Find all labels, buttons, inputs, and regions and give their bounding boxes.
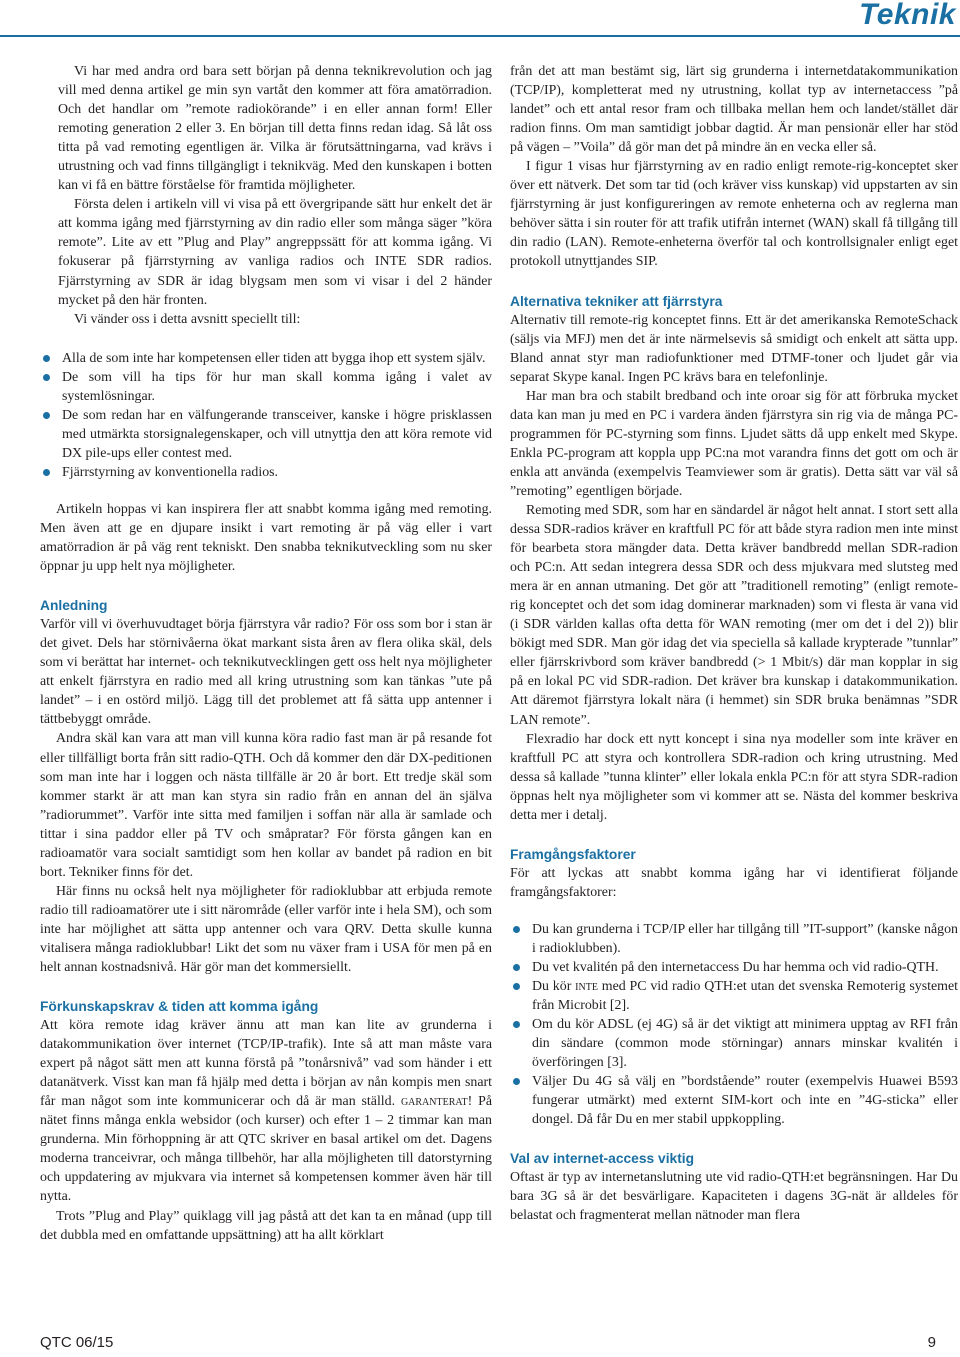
list-item: Fjärrstyrning av konventionella radios.: [40, 463, 492, 482]
list-item: De som redan har en välfungerande transceiver, kanske i högre prisklassen med utmärkta storsignalegenskaper, och vill utnyttja den att köra remote vid DX pile-ups eller contest med.: [40, 406, 492, 463]
body-paragraph: Trots ”Plug and Play” quiklagg vill jag påstå att det kan ta en månad (upp till det dubbla med en omfattande uppsättning) att ha allt körklart: [40, 1208, 492, 1243]
intro-paragraph: Första delen i artikeln vill vi visa på ett övergripande sätt hur enkelt det är att komma igång med fjärrstyrning av din radio eller som många säger ”köra remote”. Lite av ett ”Plug and Play” angreppssätt för att komma igång. Vi fokuserar på fjärrstyrning av vanliga radios och INTE SDR radios. Fjärrstyrning av SDR är idag blygsam men som vi visar i del 2 händer mycket på den här fronten.: [58, 197, 492, 308]
body-paragraph: Varför vill vi överhuvudtaget börja fjärrstyra vår radio? För oss som bor i stan är det givet. Dels har störnivåerna ökat markant sista åren av flera olika skäl, dels som vi berättat har internet- och teknikutvecklingen gett oss helt nya möjligheter att enkelt fjärrstyra en radio med all kring utrustning som kan tänkas ”ute på landet” – i en ostörd miljö. Lägg till det problemet att få sätta upp antenner i tättbebyggt område.: [40, 617, 492, 728]
issue-label: QTC 06/15: [40, 1334, 114, 1351]
small-caps-word: garanterat!: [400, 1094, 473, 1110]
text-run: Att köra remote idag kräver ännu att man kan lite av grunderna i datakommunikation över internet (TCP/IP-trafik). Inte så att man måste vara expert på något sätt men att kunna förstå på ”tonårsnivå” vad som händer i ett datanätverk. Visst kan man få hjälp med detta i början av nån kompis men snart får man något som inte kommunicerar och då är man ställd.: [40, 1018, 492, 1110]
list-item: Du vet kvalitén på den internetaccess Du har hemma och vid radio-QTH.: [510, 958, 958, 977]
text-run: På nätet finns många enkla websidor (och kurser) och efter 1 – 2 timmar kan man grunderna. Min förhoppning är att QTC skriver en basal artikel om det. Dagens moderna tranceivrar, och många tillbehör, har alla möjligheten till datorstyrning och uppdatering av mjukvara via internet så kompetensen kommer även här till nytta.: [40, 1094, 492, 1205]
list-item: Du kan grunderna i TCP/IP eller har tillgång till ”IT-support” (kanske någon i radioklubben).: [510, 920, 958, 958]
section-title: Teknik: [859, 0, 956, 31]
text-run: Du kör: [532, 979, 572, 995]
right-column: [510, 62, 958, 1226]
body-paragraph: Här finns nu också helt nya möjligheter för radioklubbar att erbjuda remote radio till radioamatörer ute i sitt närområde (eller varför inte i hela SM), och som inte har möjlighet att sätta upp antenner och vara QRV. Detta skulle kunna vitalisera många radioklubbar! Likt det som nu växer fram i USA för men på en helt annan kostnadsnivå. Här gör man det kommersiellt.: [40, 883, 492, 976]
body-paragraph: Har man bra och stabilt bredband och inte oroar sig för att förbruka mycket data kan man ju med en PC i vardera änden fjärrstyra sin rig via de många PC-programmen för PC-styrning som finns. Ljudet sätts då upp enkelt med Skype. Enkla PC-program att koppla upp PC:na mot varandra finns det gott om och är enkla att använda (exempelvis Teamviewer som är gratis). Detta sätt var väl så ”remoting” egentligen började.: [510, 388, 958, 499]
body-paragraph: Remoting med SDR, som har en sändardel är något helt annat. I stort sett alla dessa SDR-radios kräver en kraftfull PC för att både styra radion men inte minst för bearbeta stora mängder data. Detta kräver bandbredd mellan SDR-radion och PC:n. Att sedan integrera dessa SDR och dess mjukvara med slutsteg med mera är en annan utmaning. Det gör att ”traditionell remoting” (enligt remote-rig konceptet och det som idag dominerar marknaden) som vi flesta är vana vid (i SDR världen kallas ofta detta för WAN remoting (mer om det i del 2)) blir bökigt med SDR. Man gör idag det via speciella så kallade krypterade ”tunnlar” eller fjärrskrivbord som kräver bandbredd (> 1 Mbit/s) där man kopplar in sig på en lokal PC vid SDR-radion. Det kräver bra kunskap i datakommunikation. Att däremot fjärrstyra lokalt nära (i hemmet) sin SDR bruka benämnas ”SDR LAN remote”.: [510, 502, 958, 728]
body-paragraph: från det att man bestämt sig, lärt sig grunderna i internetdatakommunikation (TCP/IP), kompletterat med ny utrustning, kollat typ av internetaccess ”på landet” och ett antal resor fram och tillbaka mellan hem och landet/stället där radion finns. Om man samtidigt jobbar dagtid. Är man pensionär eller har stöd på vägen – ”Voila” då gör man det på mindre än en vecka eller så.: [510, 64, 958, 156]
body-paragraph: För att lyckas att snabbt komma igång har vi identifierat följande framgångsfaktorer:: [510, 865, 958, 900]
body-paragraph: Oftast är typ av internetanslutning ute vid radio-QTH:et begränsningen. Har Du bara 3G så är det besvärligare. Kapaciteten i dagens 3G-nät är alldeles för belastat och fragmenterat mellan nätnoder man flera: [510, 1170, 958, 1224]
list-item: Alla de som inte har kompetensen eller tiden att bygga ihop ett system själv.: [40, 349, 492, 368]
small-caps-word: inte: [575, 979, 598, 995]
text-run: med PC vid radio QTH:et utan det svenska Remoterig systemet från Microbit [2].: [532, 979, 958, 1014]
body-paragraph: Alternativ till remote-rig konceptet finns. Ett är det amerikanska RemoteSchack (säljs via MFJ) men det är inte närmelsevis så smidigt och enkelt att sätta upp. Bland annat styr man radiofunktioner med DTMF-toner och ljudet går via separat Skype kanal. Ingen PC krävs bara en telefonlinje.: [510, 312, 958, 385]
success-factors-list: [510, 920, 958, 1130]
page-number: 9: [927, 1334, 936, 1351]
left-column: [40, 62, 492, 1245]
body-paragraph: Artikeln hoppas vi kan inspirera fler att snabbt komma igång med remoting. Men även att ge en djupare insikt i vart remoting är på väg eller i vart amatörradion är på väg rent tekniskt. Den snabba teknikutveckling som nu sker öppnar ju upp helt nya möjligheter.: [40, 501, 492, 575]
header-rule: [0, 35, 960, 37]
list-item: [510, 977, 958, 1015]
body-paragraph: I figur 1 visas hur fjärrstyrning av en radio enligt remote-rig-konceptet sker över ett nätverk. Det som tar tid (och kräver viss kunskap) vid uppstarten av sin fjärrstyrning är just konfigureringen av remote enheterna och av reglerna man behöver sätta i sin router för att trafik utifrån internet (WAN) skall få tillgång till din radio (LAN). Remote-enheterna överför tal och kontrollsignaler enligt eget protokoll utnyttjandes SIP.: [510, 159, 958, 270]
heading-forkunskap: Förkunskapskrav & tiden att komma igång: [40, 999, 319, 1015]
audience-list: [40, 349, 492, 482]
header-bar: [0, 0, 960, 36]
intro-paragraph: Vi vänder oss i detta avsnitt speciellt till:: [74, 311, 301, 327]
body-paragraph: Flexradio har dock ett nytt koncept i sina nya modeller som inte kräver en kraftfull PC att styra och kontrollera SDR-radion och kring utrustning. Med dessa så kallade ”tunna klinter” eller lokala enkla PC:n för att styra SDR-radion öppnas helt nya möjligheter som vi kommer att se. Nästa del kommer beskriva detta mer i detalj.: [510, 731, 958, 823]
list-item: Om du kör ADSL (ej 4G) så är det viktigt att minimera upptag av RFI från din sändare (common mode störningar) annars minskar kvalitén i överföringen [3].: [510, 1015, 958, 1072]
intro-paragraph: Vi har med andra ord bara sett början på denna teknikrevolution och jag vill med denna artikel ge min syn vartåt den kommer att föra amatörradion. Och det handlar om ”remote radiokörande” i en eller annan form! Eller remoting generation 2 eller 3. En början till detta finns redan idag. Så låt oss titta på vad remoting egentligen är. Vilka är förutsättningarna, vad krävs i utrustning och vad finns tillgängligt i teknikväg. Med den kunskapen i botten kan vi få en bättre förståelse för framtida möjligheter.: [58, 64, 492, 194]
heading-val: Val av internet-access viktig: [510, 1151, 695, 1167]
heading-framgang: Framgångsfaktorer: [510, 846, 636, 862]
heading-alternativa: Alternativa tekniker att fjärrstyra: [510, 293, 723, 309]
intro-block: [40, 62, 492, 329]
list-item: Väljer Du 4G så välj en ”bordstående” router (exempelvis Huawei B593 fungerar utmärkt) med externt SIM-kort och inte en ”4G-sticka” eller dongel. Då får Du en mer stabil uppkoppling.: [510, 1072, 958, 1129]
body-paragraph: [40, 1016, 492, 1206]
body-paragraph: Andra skäl kan vara att man vill kunna köra radio fast man är på resande fot eller tillfälligt borta från sitt radio-QTH. Och då kommer den där DX-peditionen som man inte har i loggen och nästa tillfälle är 20 år bort. Ett tredje skäl som kommer starkt är att man kan styra sin radio från en annan del än själva ”radiorummet”. Varför inte sitta med familjen i soffan när alla är samlade och tittar i sina paddor eller på TV och småpratar? För första gången kan en radioamatör vara socialt samtidigt som hen kollar av bandet på radion en bit bort. Tekniker finns för det.: [40, 731, 492, 880]
list-item: De som vill ha tips för hur man skall komma igång i valet av systemlösningar.: [40, 368, 492, 406]
heading-anledning: Anledning: [40, 598, 108, 614]
